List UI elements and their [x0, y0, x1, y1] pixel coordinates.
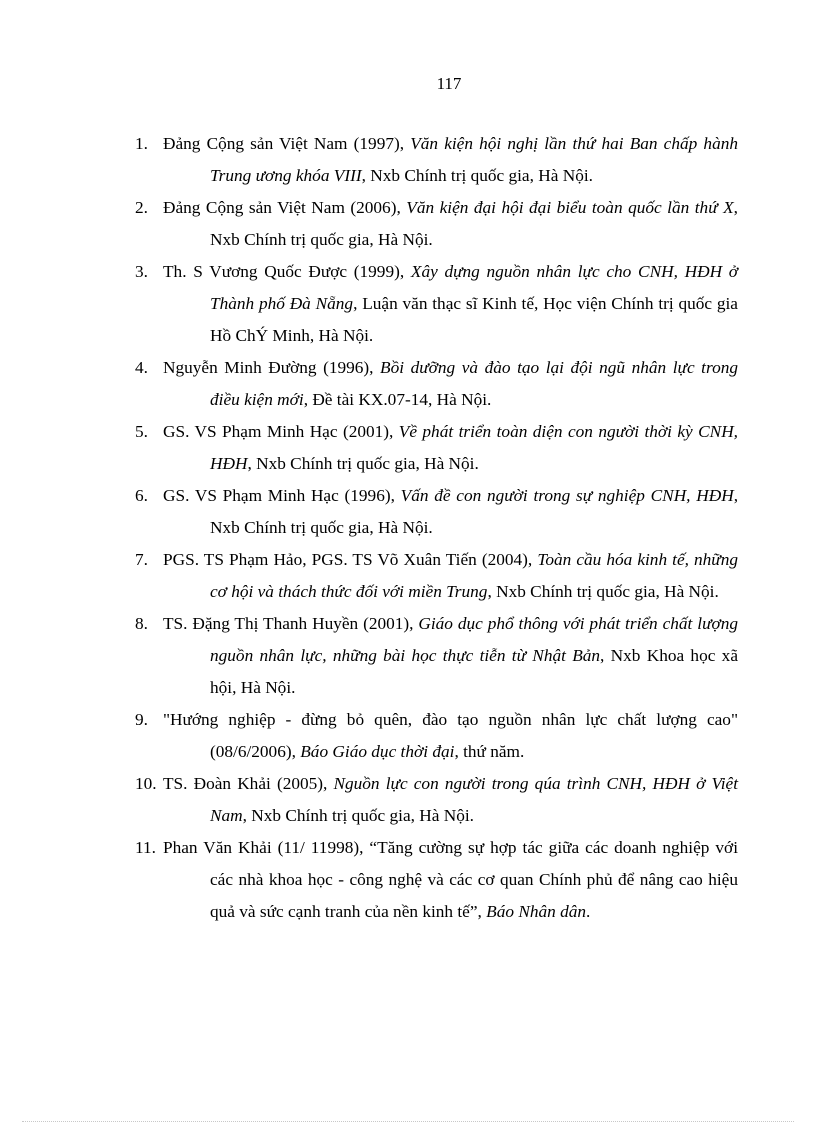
reference-number: 7.: [135, 550, 148, 569]
reference-author: TS. Đoàn Khải (2005),: [163, 774, 334, 793]
reference-publisher: , Nxb Chính trị quốc gia, Hà Nội.: [361, 166, 593, 185]
reference-title: Giáo dục phổ thông với phát triển chất lượng nguồn nhân lực, những bài học thực tiễn từ Nhật Bản: [210, 614, 739, 665]
reference-number: 1.: [135, 134, 148, 153]
reference-title: Vấn đề con người trong sự nghiệp CNH, HĐH: [400, 486, 734, 505]
reference-number: 11.: [135, 838, 156, 857]
reference-item: [0, 608, 738, 704]
reference-title: Xây dựng nguồn nhân lực cho CNH, HĐH ở Thành phố Đà Nẵng: [210, 262, 738, 313]
reference-publisher: , Đề tài KX.07-14, Hà Nội.: [303, 390, 492, 409]
reference-title: Về phát triển toàn diện con người thời kỳ CNH, HĐH: [210, 422, 738, 473]
reference-publisher: , Nxb Chính trị quốc gia, Hà Nội.: [210, 486, 739, 537]
reference-item: [0, 544, 738, 608]
reference-title: Văn kiện hội nghị lần thứ hai Ban chấp hành Trung ương khóa VIII: [210, 134, 738, 185]
reference-publisher: , Nxb Chính trị quốc gia, Hà Nội.: [242, 806, 475, 825]
reference-author: Đảng Cộng sản Việt Nam (2006),: [163, 198, 407, 217]
reference-title: Báo Nhân dân: [486, 902, 587, 921]
reference-number: 2.: [135, 198, 148, 217]
reference-item: [0, 704, 738, 768]
reference-number: 8.: [135, 614, 148, 633]
reference-author: TS. Đặng Thị Thanh Huyền (2001),: [163, 614, 419, 633]
reference-item: [0, 128, 738, 192]
reference-item: [0, 480, 738, 544]
page-bottom-divider: [22, 1121, 794, 1122]
reference-title: Bồi dưỡng và đào tạo lại đội ngũ nhân lực trong điều kiện mới: [210, 358, 738, 409]
reference-number: 6.: [135, 486, 148, 505]
reference-title: Nguồn lực con người trong qúa trình CNH, HĐH ở Việt Nam: [210, 774, 738, 825]
reference-title: Văn kiện đại hội đại biểu toàn quốc lần thứ X: [406, 198, 734, 217]
reference-author: Phan Văn Khải (11/ 11998), “Tăng cường sự hợp tác giữa các doanh nghiệp với các nhà khoa học - công nghệ và các cơ quan Chính phủ để nâng cao hiệu quả và sức cạnh tranh của nền kinh tế”,: [163, 838, 738, 921]
reference-author: Th. S Vương Quốc Được (1999),: [163, 262, 411, 281]
reference-author: GS. VS Phạm Minh Hạc (1996),: [163, 486, 401, 505]
reference-item: [0, 768, 738, 832]
reference-publisher: , Nxb Chính trị quốc gia, Hà Nội.: [247, 454, 479, 473]
reference-publisher: , Nxb Chính trị quốc gia, Hà Nội.: [487, 582, 719, 601]
page-number: 117: [436, 74, 462, 93]
reference-author: PGS. TS Phạm Hảo, PGS. TS Võ Xuân Tiến (2004),: [163, 550, 538, 569]
reference-item: [0, 192, 738, 256]
reference-title: Toàn cầu hóa kinh tế, những cơ hội và thách thức đối với miền Trung: [210, 550, 739, 601]
reference-number: 4.: [135, 358, 148, 377]
reference-list: [0, 128, 816, 928]
reference-item: [0, 256, 738, 352]
reference-publisher: , Luận văn thạc sĩ Kinh tế, Học viện Chính trị quốc gia Hồ ChÝ Minh, Hà Nội.: [210, 294, 738, 345]
reference-publisher: .: [586, 902, 591, 921]
reference-number: 10.: [135, 774, 157, 793]
reference-author: Đảng Cộng sản Việt Nam (1997),: [163, 134, 411, 153]
reference-item: [0, 832, 738, 928]
reference-number: 3.: [135, 262, 148, 281]
reference-publisher: , thứ năm.: [454, 742, 525, 761]
reference-author: Nguyễn Minh Đường (1996),: [163, 358, 381, 377]
reference-author: GS. VS Phạm Minh Hạc (2001),: [163, 422, 399, 441]
reference-item: [0, 352, 738, 416]
reference-author: "Hướng nghiệp - đừng bỏ quên, đào tạo nguồn nhân lực chất lượng cao" (08/6/2006),: [163, 710, 738, 761]
reference-item: [0, 416, 738, 480]
reference-number: 9.: [135, 710, 148, 729]
reference-publisher: , Nxb Khoa học xã hội, Hà Nội.: [210, 646, 738, 697]
reference-number: 5.: [135, 422, 148, 441]
reference-title: Báo Giáo dục thời đại: [300, 742, 455, 761]
reference-publisher: , Nxb Chính trị quốc gia, Hà Nội.: [210, 198, 738, 249]
